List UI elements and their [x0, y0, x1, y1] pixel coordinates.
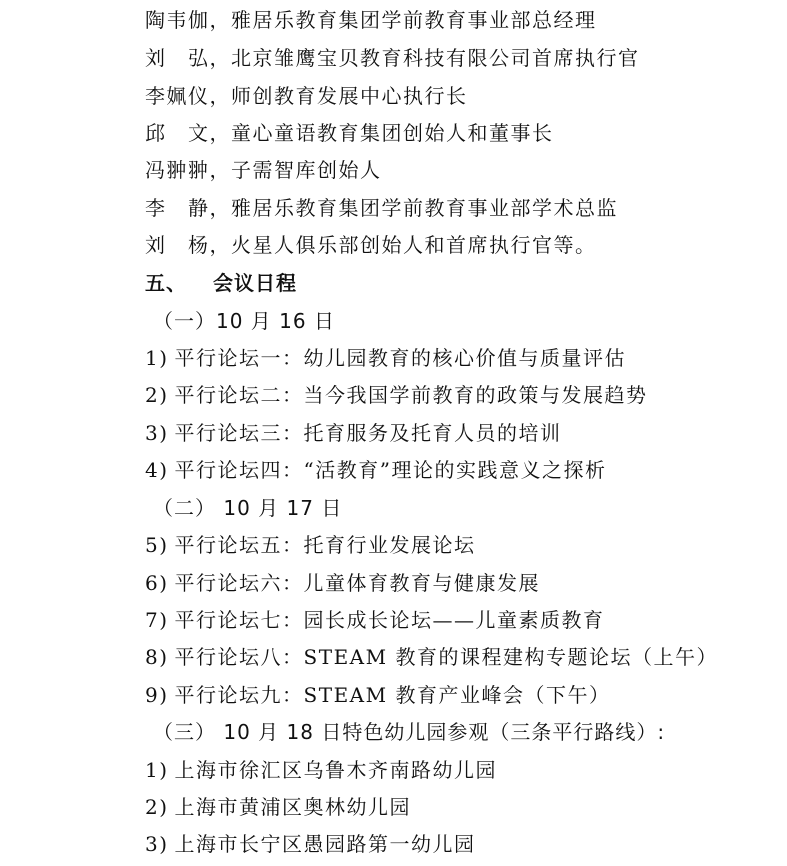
agenda-item — [145, 345, 626, 371]
item-index: 2) — [145, 795, 169, 819]
agenda-item — [145, 420, 562, 446]
item-index: 2) — [145, 383, 169, 407]
item-index: 9) — [145, 683, 169, 707]
agenda-item — [145, 682, 610, 708]
item-text: 平行论坛四：“活教育”理论的实践意义之探析 — [174, 458, 607, 482]
item-text: 平行论坛九：STEAM 教育产业峰会（下午） — [174, 683, 611, 707]
speaker-title: 童心童语教育集团创始人和董事长 — [231, 121, 554, 145]
item-text: 平行论坛一：幼儿园教育的核心价值与质量评估 — [174, 346, 627, 370]
speaker-name: 邱 文 — [145, 121, 210, 145]
agenda-item — [145, 532, 476, 558]
item-index: 3) — [145, 421, 169, 445]
speaker-line: 冯翀翀，子需智库创始人 — [145, 158, 382, 182]
item-text: 平行论坛八：STEAM 教育的课程建构专题论坛（上午） — [174, 645, 718, 669]
speaker-name: 刘 杨 — [145, 233, 210, 257]
item-text: 上海市徐汇区乌鲁木齐南路幼儿园 — [174, 758, 498, 782]
item-index: 6) — [145, 571, 169, 595]
speaker-title: 师创教育发展中心执行长 — [231, 84, 468, 108]
speaker-line: 刘 杨，火星人俱乐部创始人和首席执行官等。 — [145, 233, 597, 257]
speaker-title: 火星人俱乐部创始人和首席执行官等。 — [231, 233, 597, 257]
item-text: 平行论坛五：托育行业发展论坛 — [174, 533, 476, 557]
speaker-line: 刘 弘，北京雏鹰宝贝教育科技有限公司首席执行官 — [145, 46, 640, 70]
speaker-name: 冯翀翀 — [145, 158, 210, 182]
speaker-title: 子需智库创始人 — [231, 158, 382, 182]
speaker-line: 邱 文，童心童语教育集团创始人和董事长 — [145, 121, 554, 145]
day-heading: （二） 10 月 17 日 — [153, 496, 343, 520]
item-text: 平行论坛三：托育服务及托育人员的培训 — [174, 421, 562, 445]
agenda-item — [145, 794, 411, 820]
day-heading: （一）10 月 16 日 — [153, 309, 335, 333]
agenda-item — [145, 457, 606, 483]
item-text: 平行论坛二：当今我国学前教育的政策与发展趋势 — [174, 383, 648, 407]
speaker-name: 刘 弘 — [145, 46, 210, 70]
section-number: 五、 — [145, 271, 187, 295]
agenda-item — [145, 831, 476, 857]
speaker-line: 李姵仪，师创教育发展中心执行长 — [145, 84, 468, 108]
item-index: 4) — [145, 458, 169, 482]
speaker-name: 李姵仪 — [145, 84, 210, 108]
item-index: 7) — [145, 608, 169, 632]
agenda-item — [145, 644, 718, 670]
speaker-line: 陶韦伽，雅居乐教育集团学前教育事业部总经理 — [145, 8, 597, 32]
item-index: 1) — [145, 346, 169, 370]
day-heading: （三） 10 月 18 日特色幼儿园参观（三条平行路线）: — [153, 720, 666, 744]
agenda-item — [145, 382, 648, 408]
section-heading — [145, 270, 297, 296]
agenda-item — [145, 570, 540, 596]
item-index: 5) — [145, 533, 169, 557]
item-index: 1) — [145, 758, 169, 782]
item-text: 上海市长宁区愚园路第一幼儿园 — [174, 832, 476, 856]
item-text: 平行论坛六：儿童体育教育与健康发展 — [174, 571, 541, 595]
speaker-title: 雅居乐教育集团学前教育事业部学术总监 — [231, 196, 618, 220]
speaker-title: 雅居乐教育集团学前教育事业部总经理 — [231, 8, 597, 32]
item-index: 8) — [145, 645, 169, 669]
speaker-name: 李 静 — [145, 196, 210, 220]
item-index: 3) — [145, 832, 169, 856]
speaker-line: 李 静，雅居乐教育集团学前教育事业部学术总监 — [145, 196, 618, 220]
item-text: 平行论坛七：园长成长论坛——儿童素质教育 — [174, 608, 605, 632]
item-text: 上海市黄浦区奥林幼儿园 — [174, 795, 412, 819]
speaker-title: 北京雏鹰宝贝教育科技有限公司首席执行官 — [231, 46, 640, 70]
speaker-name: 陶韦伽 — [145, 8, 210, 32]
agenda-item — [145, 757, 497, 783]
section-title: 会议日程 — [213, 271, 297, 295]
agenda-item — [145, 607, 605, 633]
